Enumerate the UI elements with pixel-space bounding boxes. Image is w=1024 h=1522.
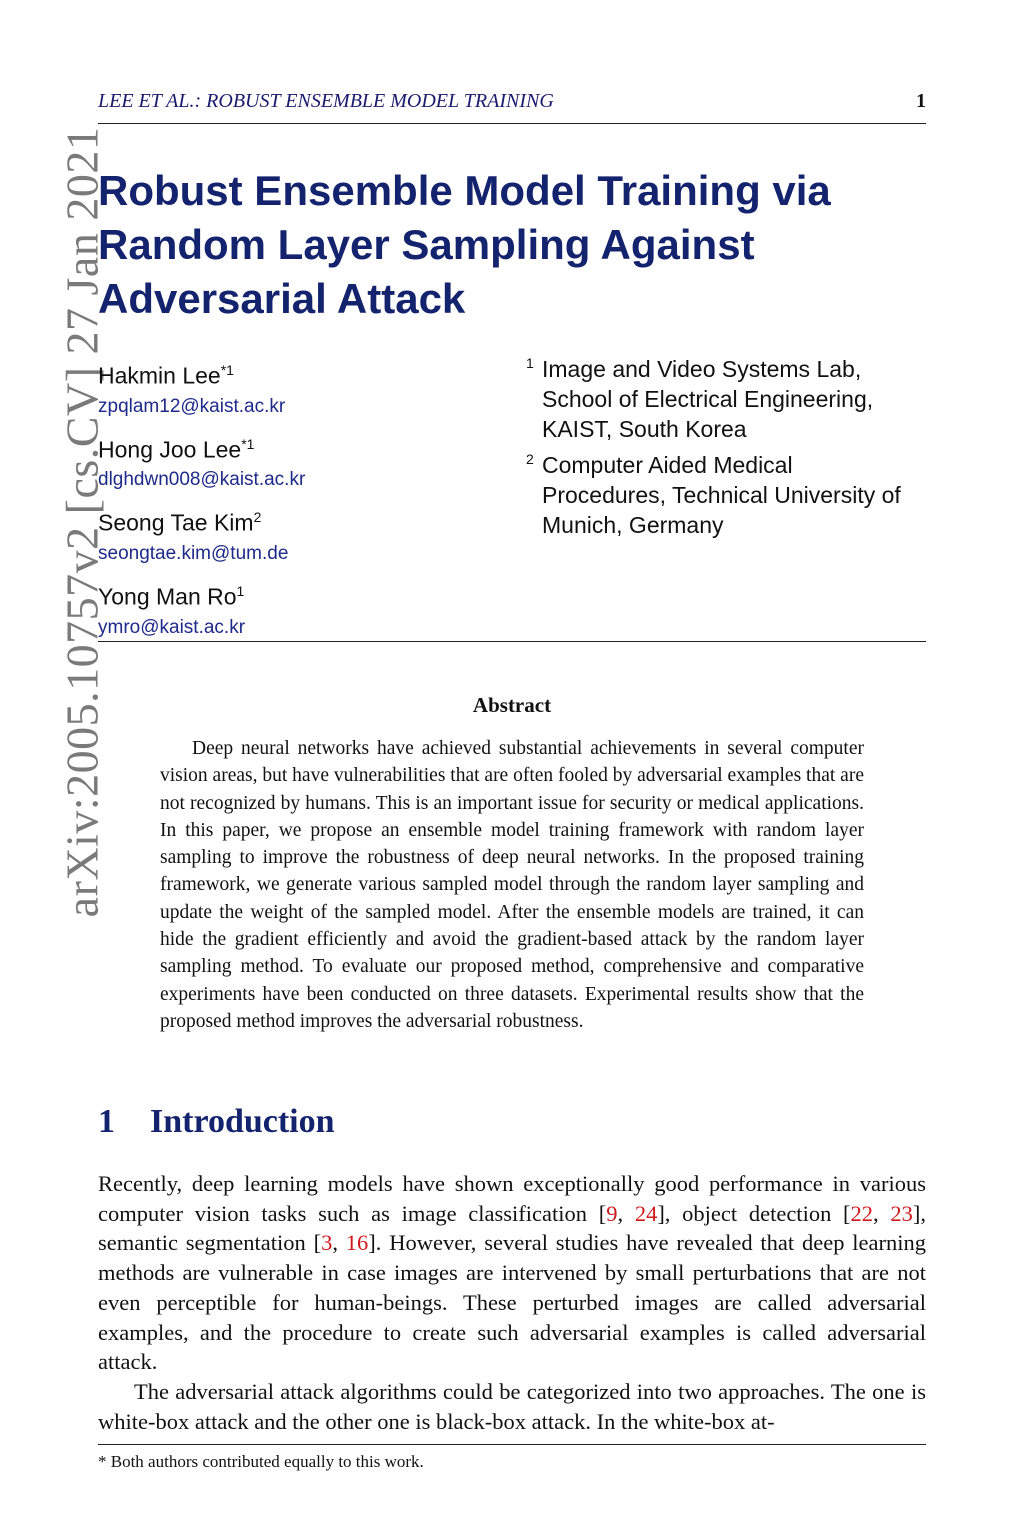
citation-link[interactable]: 24 — [634, 1200, 658, 1226]
author-block — [98, 428, 518, 496]
author-email-link[interactable]: seongtae.kim@tum.de — [98, 542, 289, 564]
citation-link[interactable]: 9 — [606, 1200, 618, 1226]
citation-link[interactable]: 3 — [321, 1230, 333, 1256]
affiliation-text: Image and Video Systems Lab, School of Electrical Engineering, KAIST, South Korea — [542, 356, 874, 442]
abstract-text: Deep neural networks have achieved substantial achievements in several computer vision areas, but have vulnerabilities that are often fooled by adversarial examples that are not recognized by humans. This is an important issue for security or medical applications. In this paper, we propose an ensemble model training framework with random layer sampling to improve the robustness of deep neural networks. In the proposed training framework, we generate various sampled model through the random layer sampling and update the weight of the sampled model. After the ensemble models are trained, it can hide the gradient efficiently and avoid the gradient-based attack by the random layer sampling method. To evaluate our proposed method, comprehensive and comparative experiments have been conducted on three datasets. Experimental results show that the proposed method improves the adversarial robustness. — [160, 738, 864, 1032]
author-list — [98, 354, 518, 649]
citation-link[interactable]: 22 — [850, 1200, 874, 1226]
footnote: * Both authors contributed equally to this work. — [98, 1452, 424, 1471]
paragraph: Recently, deep learning models have shown exceptionally good performance in various computer vision tasks such as image classification [9, 24], object detection [22, 23], semantic segmentation [3, 16]. However, several studies have revealed that deep learning methods are vulnerable in case images are intervened by small perturbations that are not even perceptible for human-beings. These perturbed images are called adversarial examples, and the procedure to create such adversarial examples is called adversarial attack. — [98, 1171, 927, 1375]
citation-link[interactable]: 23 — [890, 1200, 913, 1226]
affiliation-text: Computer Aided Medical Procedures, Technical University of Munich, Germany — [542, 452, 901, 538]
affiliation — [526, 450, 906, 540]
affiliation-marker: 1 — [526, 355, 534, 371]
running-title: LEE ET AL.: ROBUST ENSEMBLE MODEL TRAINING — [98, 90, 554, 112]
author-block — [98, 575, 518, 643]
author-name: Hakmin Lee$^{*1}$ — [98, 362, 234, 389]
author-email-link[interactable]: dlghdwn008@kaist.ac.kr — [98, 469, 306, 491]
author-email-link[interactable]: ymro@kaist.ac.kr — [98, 616, 246, 638]
author-block — [98, 354, 518, 422]
section-heading — [98, 1103, 335, 1141]
section-title: Introduction — [150, 1103, 335, 1140]
header-rule — [98, 123, 926, 124]
introduction-body — [98, 1169, 926, 1436]
page-number: 1 — [916, 90, 926, 112]
affiliation-list — [526, 354, 906, 546]
running-header — [98, 90, 926, 113]
affiliation — [526, 354, 906, 444]
abstract-heading: Abstract — [472, 693, 552, 717]
author-block — [98, 501, 518, 569]
section-number: 1 — [98, 1103, 115, 1140]
author-email-link[interactable]: zpqlam12@kaist.ac.kr — [98, 395, 286, 417]
footnote-rule — [98, 1444, 926, 1445]
arxiv-identifier: arXiv:2005.10757v2 [cs.CV] 27 Jan 2021 — [56, 126, 108, 918]
author-name: Hong Joo Lee$^{*1}$ — [98, 435, 255, 463]
paper-title: Robust Ensemble Model Training via Random Layer Sampling Against Adversarial Attack — [98, 167, 831, 322]
citation-link[interactable]: 16 — [345, 1230, 369, 1256]
author-name: Seong Tae Kim$^2$ — [98, 509, 262, 536]
author-name: Yong Man Ro$^1$ — [98, 582, 245, 610]
affiliation-marker: 2 — [526, 451, 534, 467]
title-block-rule — [98, 641, 926, 642]
paragraph: The adversarial attack algorithms could be categorized into two approaches. The one is white-box attack and the other one is black-box attack. In the white-box at- — [98, 1378, 926, 1434]
